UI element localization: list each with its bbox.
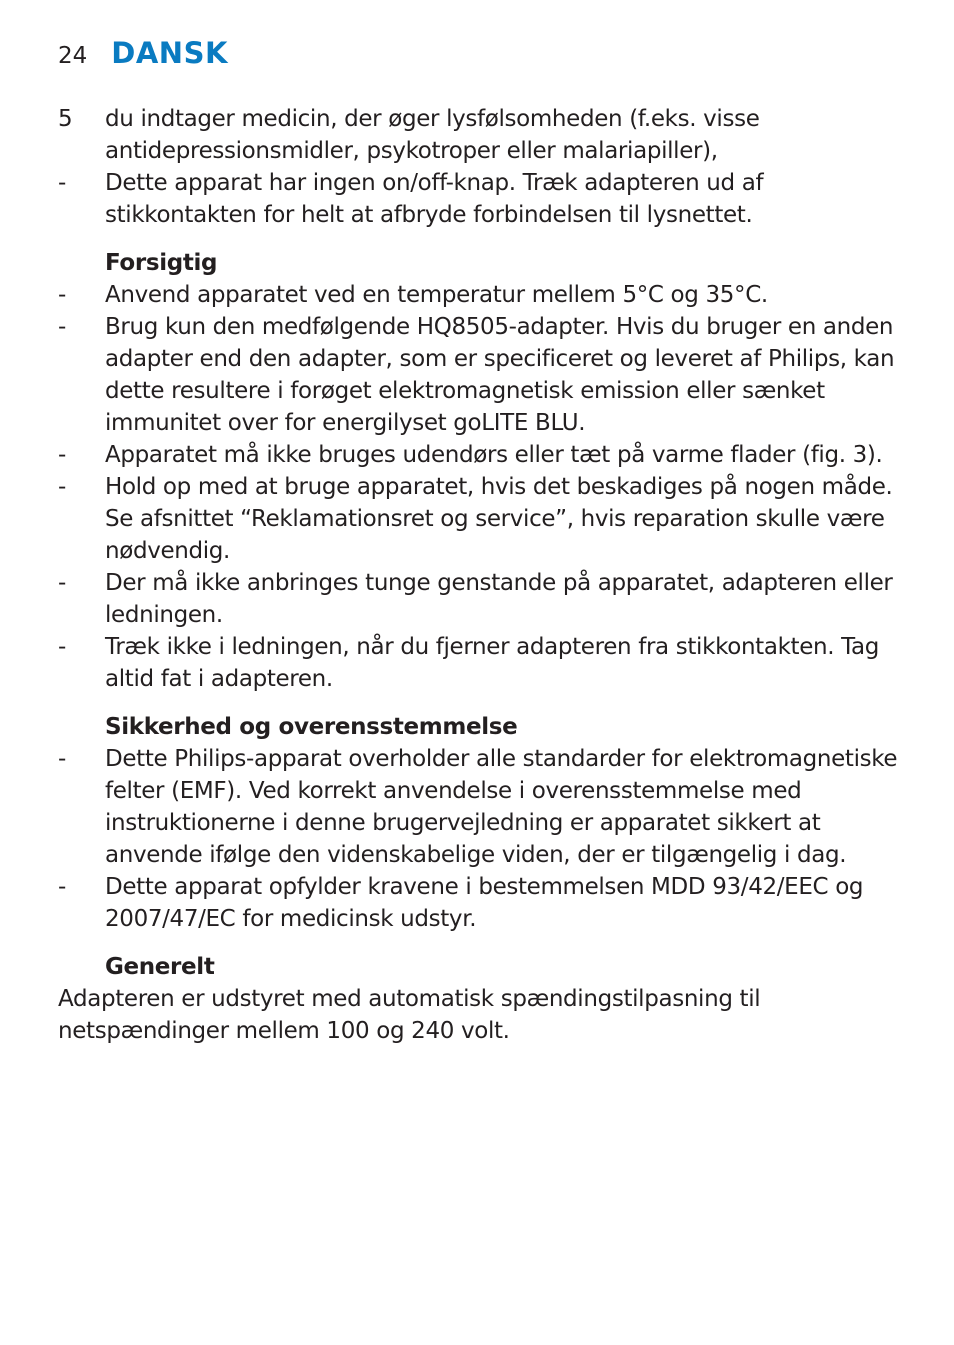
- list-item: [58, 471, 908, 567]
- list-marker: -: [58, 474, 66, 500]
- list-marker: -: [58, 282, 66, 308]
- list-item-text: Dette Philips-apparat overholder alle standarder for elektromagnetiske felter (EMF). Ved korrekt anvendelse i overensstemmelse med instruktionerne i denne brugervejledning er apparatet sikkert at anvende ifølge den videnskabelige viden, der er tilgængelig i dag.: [105, 746, 898, 868]
- page-header: [58, 36, 228, 70]
- section-sikkerhed: [58, 711, 908, 935]
- list-item-text: Brug kun den medfølgende HQ8505-adapter. Hvis du bruger en anden adapter end den adapter, som er specificeret og leveret af Philips, kan dette resultere i forøget elektromagnetisk emission eller sænket immunitet over for energilyset goLITE BLU.: [105, 314, 895, 436]
- intro-list: [58, 103, 908, 231]
- list-marker: -: [58, 570, 66, 596]
- section-forsigtig: [58, 247, 908, 695]
- list-item: [58, 103, 908, 167]
- list-item-text: du indtager medicin, der øger lysfølsomheden (f.eks. visse antidepressionsmidler, psykotroper eller malariapiller),: [105, 106, 760, 164]
- list-item-text: Træk ikke i ledningen, når du fjerner adapteren fra stikkontakten. Tag altid fat i adapteren.: [105, 634, 880, 692]
- list-marker: -: [58, 442, 66, 468]
- list-item-text: Dette apparat har ingen on/off-knap. Træk adapteren ud af stikkontakten for helt at afbryde forbindelsen til lysnettet.: [105, 170, 764, 228]
- page-number: 24: [58, 43, 88, 69]
- section-heading: Generelt: [105, 954, 215, 980]
- list-item: [58, 439, 908, 471]
- list-marker: -: [58, 874, 66, 900]
- list-item: [58, 311, 908, 439]
- list-marker: -: [58, 170, 66, 196]
- list-marker: -: [58, 314, 66, 340]
- page-content: [58, 103, 908, 1047]
- list-item-text: Anvend apparatet ved en temperatur mellem 5°C og 35°C.: [105, 282, 768, 308]
- list-item: [58, 279, 908, 311]
- section-heading: Forsigtig: [105, 250, 218, 276]
- list-item: [58, 167, 908, 231]
- list-item: [58, 871, 908, 935]
- list-item-text: Hold op med at bruge apparatet, hvis det beskadiges på nogen måde. Se afsnittet “Reklamationsret og service”, hvis reparation skulle være nødvendig.: [105, 474, 893, 564]
- list-item-text: Apparatet må ikke bruges udendørs eller tæt på varme flader (fig. 3).: [105, 442, 883, 468]
- list-marker: 5: [58, 106, 73, 132]
- list-item: [58, 567, 908, 631]
- list-item-text: Dette apparat opfylder kravene i bestemmelsen MDD 93/42/EEC og 2007/47/EC for medicinsk udstyr.: [105, 874, 864, 932]
- language-title: DANSK: [111, 36, 228, 70]
- section-generelt: [58, 951, 908, 1047]
- list-item-text: Der må ikke anbringes tunge genstande på apparatet, adapteren eller ledningen.: [105, 570, 893, 628]
- section-paragraph: Adapteren er udstyret med automatisk spændingstilpasning til netspændinger mellem 100 og 240 volt.: [58, 986, 761, 1044]
- section-heading: Sikkerhed og overensstemmelse: [105, 714, 518, 740]
- list-marker: -: [58, 634, 66, 660]
- list-marker: -: [58, 746, 66, 772]
- list-item: [58, 743, 908, 871]
- list-item: [58, 631, 908, 695]
